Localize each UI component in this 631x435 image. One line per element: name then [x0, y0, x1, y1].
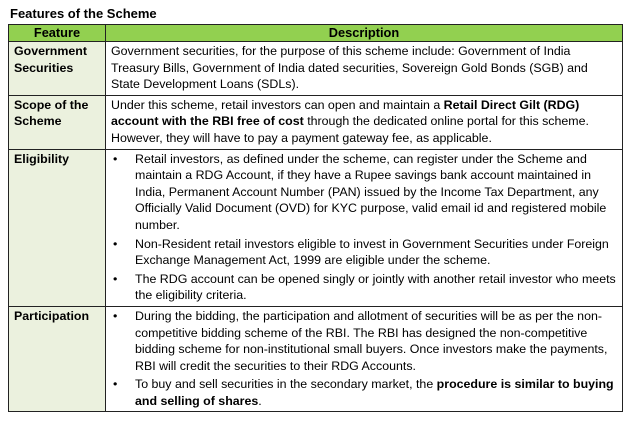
scope-text-2: through the dedicated online portal for this scheme. However, they will have to pay a payment gateway fee, as applicable. — [111, 114, 589, 145]
eligibility-text-2: Non-Resident retail investors eligible to invest in Government Securities under Foreign Exchange Management Act, 1999 are eligible under the scheme. — [135, 236, 609, 268]
features-table — [8, 24, 623, 412]
description-participation — [106, 306, 623, 412]
list-item — [111, 236, 617, 269]
table-row — [9, 95, 623, 149]
participation-text-bold: procedure is similar to buying and selling of shares — [135, 377, 614, 408]
list-item — [111, 151, 617, 234]
feature-eligibility: Eligibility — [9, 149, 106, 306]
bullet-icon: • — [113, 151, 118, 166]
table-row — [9, 42, 623, 96]
scope-text-1: Under this scheme, retail investors can open and maintain a — [111, 97, 444, 112]
feature-scope: Scope of the Scheme — [9, 95, 106, 149]
list-item — [111, 271, 617, 304]
participation-list — [111, 308, 617, 410]
description-government-securities: Government securities, for the purpose of this scheme include: Government of India Treasury Bills, Government of India dated securities, Sovereign Gold Bonds (SGB) and State Development Loans (SDLs). — [106, 42, 623, 96]
eligibility-list — [111, 151, 617, 304]
participation-text-2b: . — [258, 393, 262, 408]
header-row — [9, 25, 623, 42]
scope-text-bold: Retail Direct Gilt (RDG) account with the RBI free of cost — [111, 97, 580, 129]
list-item — [111, 376, 617, 409]
table-caption: Features of the Scheme — [10, 6, 157, 21]
eligibility-text-3: The RDG account can be opened singly or jointly with another retail investor who meets the eligibility criteria. — [135, 271, 616, 303]
description-eligibility — [106, 149, 623, 306]
feature-participation: Participation — [9, 306, 106, 412]
eligibility-text-1: Retail investors, as defined under the scheme, can register under the Scheme and maintain a RDG Account, if they have a Rupee savings bank account maintained in India, Permanent Account Number (PAN) issued by the Income Tax Department, any Officially Valid Document (OVD) for KYC purpose, valid email id and registered mobile number. — [135, 151, 607, 232]
header-feature: Feature — [9, 25, 106, 42]
participation-text-1: During the bidding, the participation and allotment of securities will be as per the non-competitive bidding scheme of the RBI. The RBI has designed the non-competitive bidding scheme for non-institutional small buyers. Once investors make the payments, RBI will credit the securities to their RDG Accounts. — [135, 308, 608, 373]
list-item — [111, 308, 617, 374]
bullet-icon: • — [113, 271, 118, 286]
bullet-icon: • — [113, 236, 118, 251]
participation-text-2a: To buy and sell securities in the secondary market, the — [135, 377, 437, 392]
description-scope — [106, 95, 623, 149]
feature-government-securities: Government Securities — [9, 42, 106, 96]
header-description: Description — [106, 25, 623, 42]
table-row — [9, 149, 623, 306]
bullet-icon: • — [113, 308, 118, 323]
table-row — [9, 306, 623, 412]
bullet-icon: • — [113, 377, 118, 392]
